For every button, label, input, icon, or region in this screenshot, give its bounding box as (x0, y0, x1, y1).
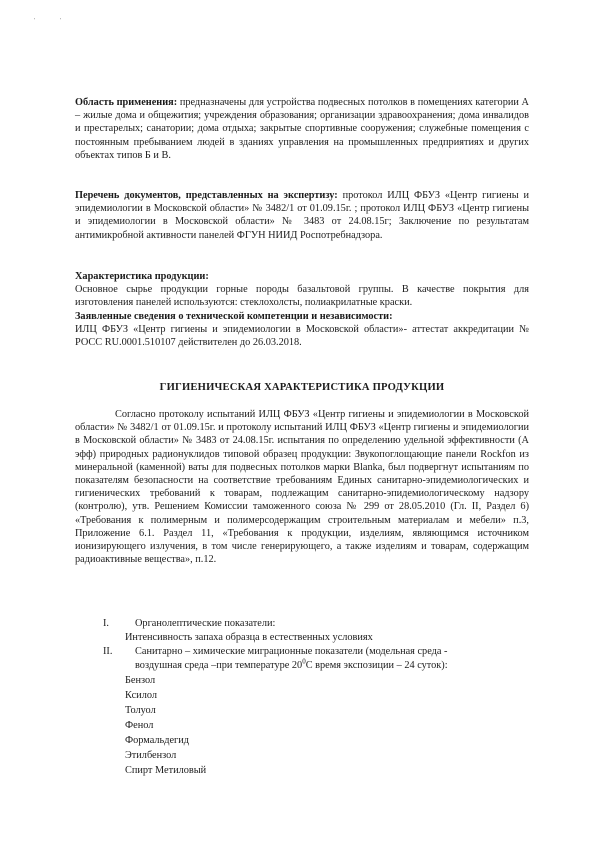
substance-item: Формальдегид (125, 735, 189, 746)
characteristics-label: Характеристика продукции: (75, 271, 209, 282)
characteristics-text: Основное сырье продукции горные породы базальтовой группы. В качестве покрытия для изготовления панелей используются: стеклохолсты, полиакрилатные краски. (75, 284, 529, 309)
substance-item: Спирт Метиловый (125, 765, 207, 776)
characteristics-paragraph (75, 270, 529, 349)
organoleptic-title: Органолептические показатели: (135, 618, 276, 629)
substance-item: Толуол (125, 705, 156, 716)
migration-title: Санитарно – химические миграционные показатели (модельная среда - (135, 646, 448, 657)
competence-label: Заявленные сведения о технической компетенции и независимости: (75, 310, 393, 322)
scope-paragraph (75, 96, 529, 162)
documents-text: протокол ИЛЦ ФБУЗ «Центр гигиены и эпидемиологии в Московской области» № 3482/1 от 01.09.15г. ; протокол ИЛЦ ФБУЗ «Центр гигиены и эпидемиологии в Московской области» № 3483 от 24.08.15г; Заключение по результатам антимикробной активности панелей ФГУН НИИД Роспотребнадзора. (75, 190, 529, 241)
scope-text: предназначены для устройства подвесных потолков в помещениях категории А – жилые дома и общежития; учреждения образования; организации здравоохранения; дома инвалидов и престарелых; санатории; дома отдыха; закрытые спортивные сооружения; служебные помещения с постоянным пребыванием людей в зданиях управления на промышленных предприятиях и других объектах типов Б и В. (75, 97, 529, 161)
scan-mark: ' (60, 18, 62, 24)
documents-label: Перечень документов, представленных на экспертизу: (75, 190, 338, 201)
main-paragraph: Согласно протоколу испытаний ИЛЦ ФБУЗ «Центр гигиены и эпидемиологии в Московской области» № 3482/1 от 01.09.15г. и протоколу испытаний ИЛЦ ФБУЗ «Центр гигиены и эпидемиологии в Московской области» № 3483 от 24.08.15г. испытания по определению удельной эффективности (А эфф) природных радионуклидов типовой образец продукции: Звукопоглощающие панели Rockfon из минеральной (каменной) ваты для подвесных потолков марки Blanka, был подвергнут испытаниям по показателям безопасности на соответствие требованиям Единых санитарно-эпидемиологических и гигиенических требований к товарам, подлежащим санитарно-эпидемиологическому надзору (контролю), утв. Решением Комиссии таможенного союза № 299 от 28.05.2010 (Гл. II, Раздел 6) «Требования к полимерным и полимерсодержащим строительным материалам и мебели» п.3, Приложение 6.1. Раздел 11, «Требования к продукции, изделиям, являющимся источником ионизирующего излучения, в том числе генерирующего, а также изделиям и товарам, содержащим радиоактивные вещества», п.12. (75, 409, 529, 566)
organoleptic-subitem: Интенсивность запаха образца в естественных условиях (125, 632, 373, 643)
substance-item: Ксилол (125, 690, 157, 701)
substance-item: Бензол (125, 675, 156, 686)
substance-item: Фенол (125, 720, 154, 731)
degree-superscript: 0 (302, 657, 306, 666)
substance-item: Этилбензол (125, 750, 177, 761)
section-title: ГИГИЕНИЧЕСКАЯ ХАРАКТЕРИСТИКА ПРОДУКЦИИ (159, 382, 445, 393)
scan-mark: ' (34, 18, 36, 24)
scope-label: Область применения: (75, 97, 178, 108)
competence-text: ИЛЦ ФБУЗ «Центр гигиены и эпидемиологии в Московской области»- аттестат аккредитации № РОСС RU.0001.510107 действителен до 26.03.2018. (75, 323, 529, 349)
conditions-text: воздушная среда –при температуре 20 (135, 660, 303, 671)
documents-paragraph (75, 189, 529, 242)
list-item-number: I. (103, 618, 110, 629)
list-item-number: II. (103, 646, 113, 657)
conditions-text-end: С время экспозиции – 24 суток): (305, 660, 448, 671)
migration-conditions (135, 659, 448, 672)
